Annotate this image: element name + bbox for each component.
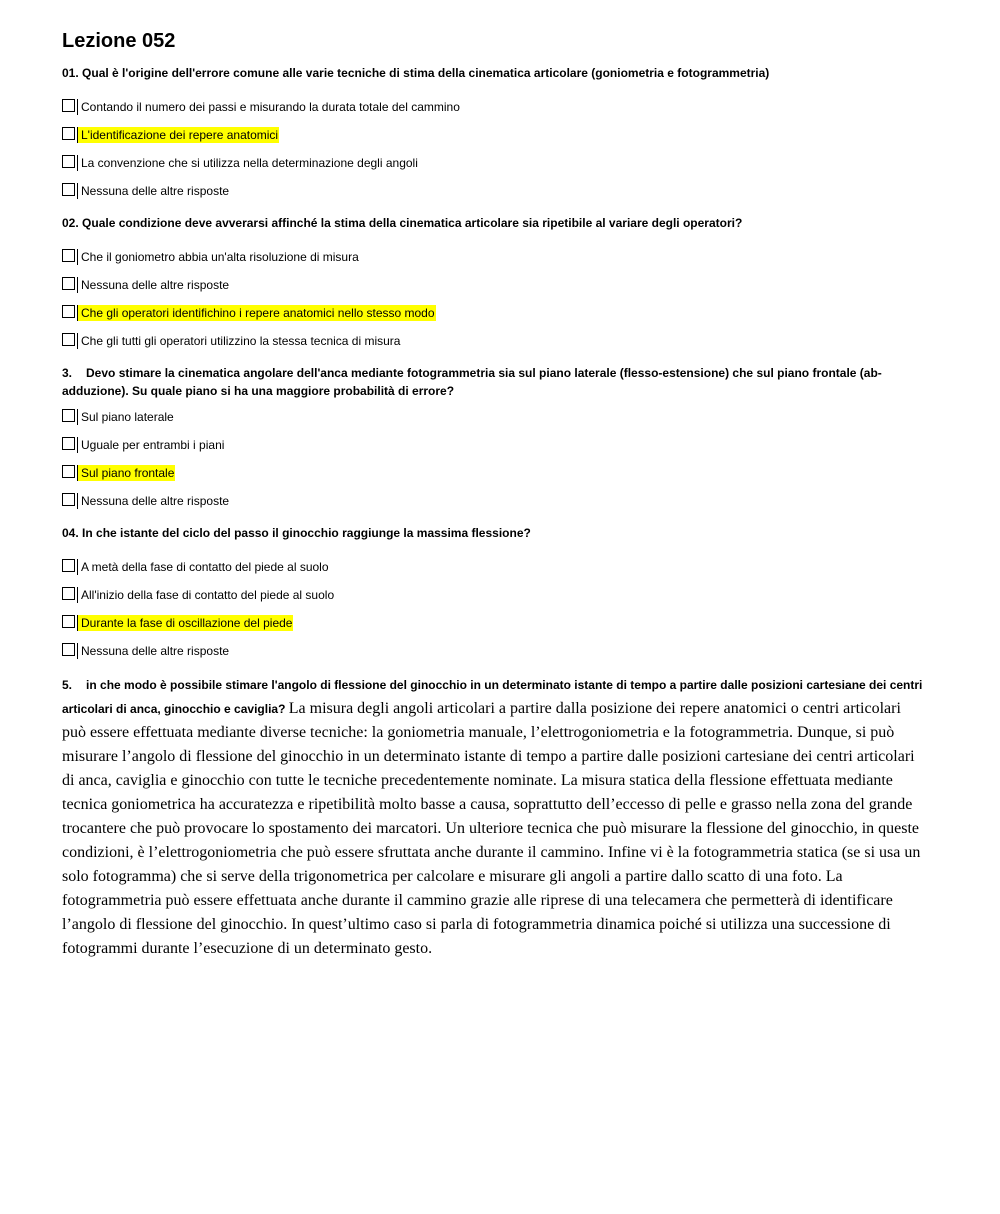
checkbox[interactable]	[62, 183, 75, 196]
option-item[interactable]	[62, 238, 928, 266]
option-item[interactable]	[62, 116, 928, 144]
question-1	[62, 64, 928, 200]
question-body: Quale condizione deve avverarsi affinché la stima della cinematica articolare sia ripetibile al variare degli operatori?	[82, 216, 743, 230]
checkbox[interactable]	[62, 155, 75, 168]
option-item[interactable]	[62, 482, 928, 510]
option-label: All'inizio della fase di contatto del piede al suolo	[77, 587, 335, 603]
option-label: A metà della fase di contatto del piede al suolo	[77, 559, 330, 575]
question-text	[62, 214, 928, 232]
question-text	[62, 524, 928, 542]
option-item[interactable]	[62, 294, 928, 322]
answer-block	[62, 674, 928, 961]
checkbox[interactable]	[62, 465, 75, 478]
checkbox[interactable]	[62, 99, 75, 112]
question-text	[62, 364, 928, 400]
option-label: Sul piano laterale	[77, 409, 175, 425]
answer-text: La misura degli angoli articolari a partire dalla posizione dei repere anatomici o centri articolari può essere effettuata mediante diverse tecniche: la goniometria manuale, l’elettrogoniometria e la fotogrammetria. Dunque, si può misurare l’angolo di flessione del ginocchio in un determinato istante di tempo a partire dalle posizioni cartesiane dei centri articolari di anca, caviglia e ginocchio con tutte le tecniche precedentemente nominate. La misura statica della flessione effettuata mediante tecnica goniometrica ha accuratezza e ripetibilità molto basse a causa, soprattutto dell’eccesso di pelle e grasso nella zona del grande trocantere che può provocare lo spostamento dei marcatori. Un ulteriore tecnica che può misurare la flessione del ginocchio, in queste condizioni, è l’elettrogoniometria che può essere sfruttata anche durante il cammino. Infine vi è la fotogrammetria statica (se si usa un solo fotogramma) che si serve della trigonometrica per calcolare e misurare gli angoli a partire dallo scatto di una foto. La fotogrammetria può essere effettuata anche durante il cammino grazie alle riprese di una telecamera che permetterà di identificare l’angolo di flessione del ginocchio. In quest’ultimo caso si parla di fotogrammetria dinamica poiché si utilizza una successione di fotogrammi durante l’esecuzione di un determinato gesto.	[62, 700, 921, 957]
option-label: Uguale per entrambi i piani	[77, 437, 225, 453]
open-question-5	[62, 674, 928, 961]
option-item[interactable]	[62, 88, 928, 116]
question-3	[62, 364, 928, 510]
option-item[interactable]	[62, 398, 928, 426]
checkbox[interactable]	[62, 127, 75, 140]
options-list	[62, 238, 928, 350]
question-body: in che modo è possibile stimare l'angolo di flessione del ginocchio in un determinato istante di tempo a partire dalle posizioni cartesiane dei centri articolari di anca, ginocchio e caviglia?	[62, 678, 923, 716]
lesson-title: Lezione 052	[62, 30, 176, 52]
question-2	[62, 214, 928, 350]
options-list	[62, 88, 928, 200]
option-item[interactable]	[62, 604, 928, 632]
option-item[interactable]	[62, 454, 928, 482]
question-text	[62, 64, 928, 82]
option-item[interactable]	[62, 172, 928, 200]
option-item[interactable]	[62, 576, 928, 604]
option-label: Nessuna delle altre risposte	[77, 493, 230, 509]
option-label-highlighted: L'identificazione dei repere anatomici	[77, 127, 279, 143]
option-label: La convenzione che si utilizza nella determinazione degli angoli	[77, 155, 419, 171]
checkbox[interactable]	[62, 249, 75, 262]
question-number: 5.	[62, 678, 73, 692]
checkbox[interactable]	[62, 643, 75, 656]
checkbox[interactable]	[62, 493, 75, 506]
document-page	[62, 28, 928, 961]
option-label: Che gli tutti gli operatori utilizzino la stessa tecnica di misura	[77, 333, 401, 349]
question-number: 02.	[62, 216, 79, 230]
option-item[interactable]	[62, 266, 928, 294]
checkbox[interactable]	[62, 615, 75, 628]
question-body: In che istante del ciclo del passo il ginocchio raggiunge la massima flessione?	[82, 526, 531, 540]
option-item[interactable]	[62, 426, 928, 454]
option-item[interactable]	[62, 548, 928, 576]
checkbox[interactable]	[62, 277, 75, 290]
option-label-highlighted: Sul piano frontale	[77, 465, 175, 481]
option-label: Che il goniometro abbia un'alta risoluzione di misura	[77, 249, 360, 265]
option-label: Contando il numero dei passi e misurando la durata totale del cammino	[77, 99, 461, 115]
options-list	[62, 548, 928, 660]
checkbox[interactable]	[62, 559, 75, 572]
checkbox[interactable]	[62, 333, 75, 346]
option-item[interactable]	[62, 632, 928, 660]
checkbox[interactable]	[62, 587, 75, 600]
option-label: Nessuna delle altre risposte	[77, 183, 230, 199]
option-label: Nessuna delle altre risposte	[77, 643, 230, 659]
checkbox[interactable]	[62, 437, 75, 450]
checkbox[interactable]	[62, 409, 75, 422]
question-4	[62, 524, 928, 660]
question-number: 01.	[62, 66, 79, 80]
options-list	[62, 398, 928, 510]
option-label: Nessuna delle altre risposte	[77, 277, 230, 293]
question-number: 04.	[62, 526, 79, 540]
checkbox[interactable]	[62, 305, 75, 318]
question-number: 3.	[62, 366, 73, 380]
option-item[interactable]	[62, 144, 928, 172]
question-body: Devo stimare la cinematica angolare dell'anca mediante fotogrammetria sia sul piano laterale (flesso-estensione) che sul piano frontale (ab-adduzione). Su quale piano si ha una maggiore probabilità di errore?	[62, 366, 882, 398]
option-item[interactable]	[62, 322, 928, 350]
option-label-highlighted: Che gli operatori identifichino i repere anatomici nello stesso modo	[77, 305, 436, 321]
question-body: Qual è l'origine dell'errore comune alle varie tecniche di stima della cinematica articolare (goniometria e fotogrammetria)	[82, 66, 770, 80]
option-label-highlighted: Durante la fase di oscillazione del piede	[77, 615, 293, 631]
